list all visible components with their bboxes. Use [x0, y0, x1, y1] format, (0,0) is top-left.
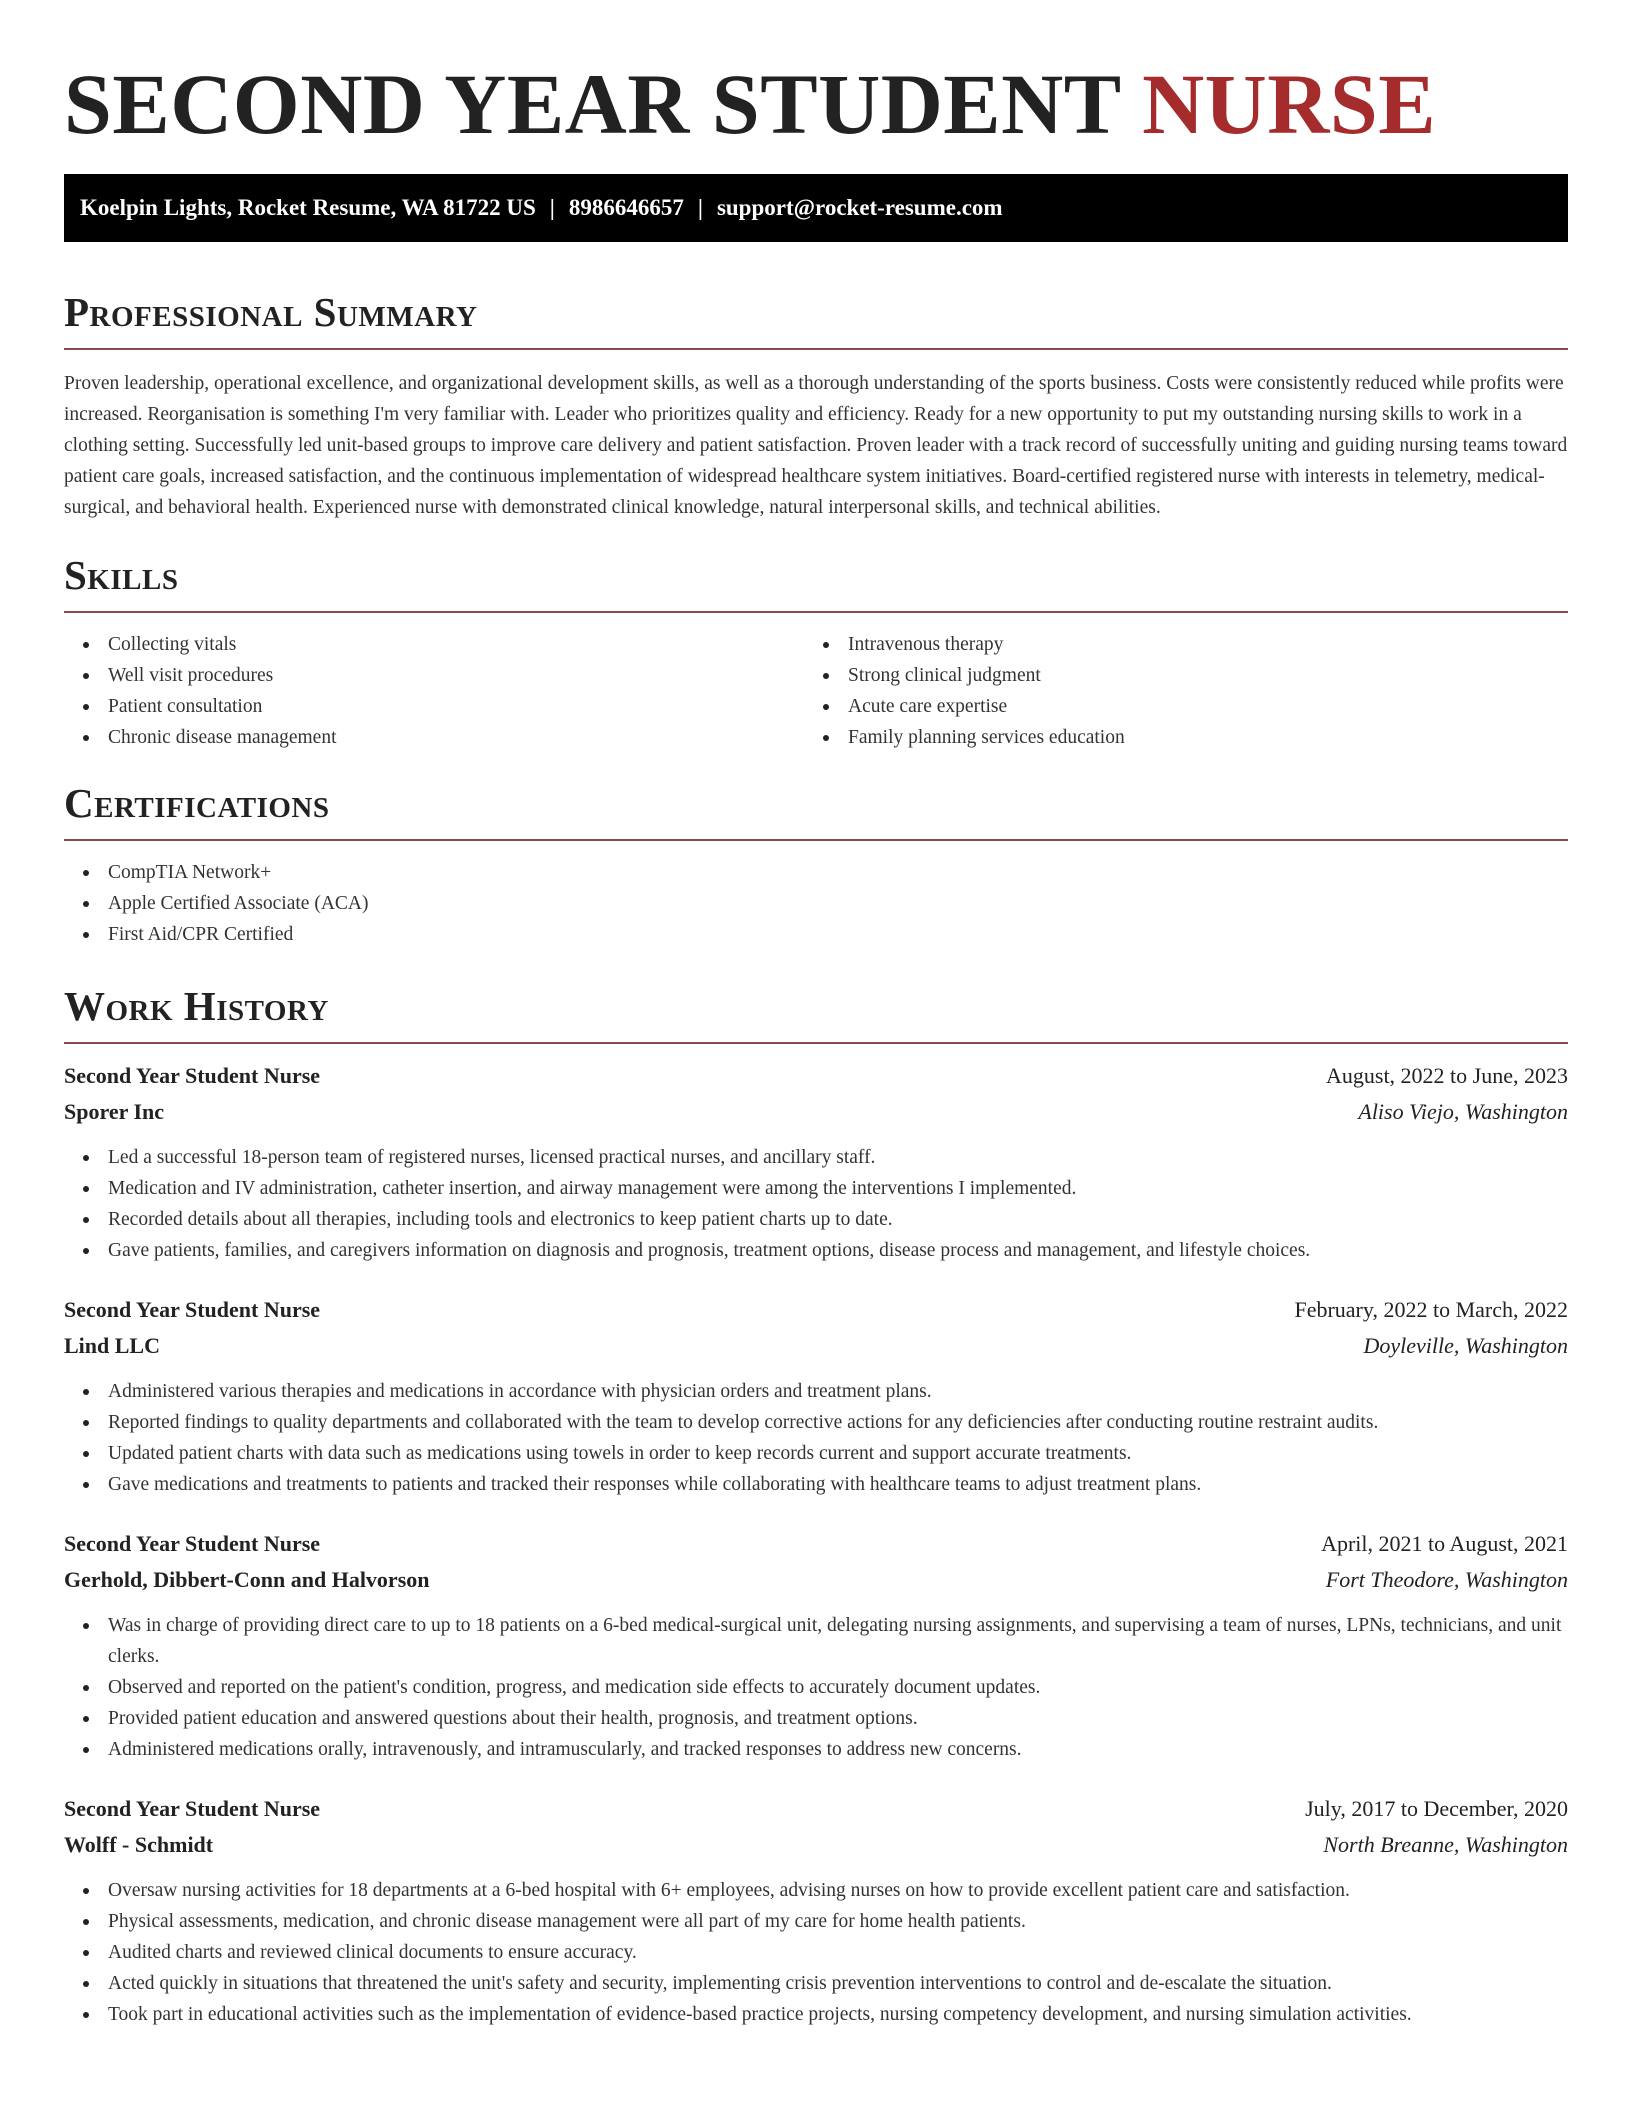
skill-item: Collecting vitals [64, 629, 804, 660]
job-header-row [64, 1058, 1568, 1094]
job-duty-item: Led a successful 18-person team of registered nurses, licensed practical nurses, and ancillary staff. [64, 1142, 1568, 1173]
section-divider [64, 1042, 1568, 1044]
contact-email: support@rocket-resume.com [716, 195, 1003, 220]
certifications-list [64, 857, 1568, 950]
certification-item: First Aid/CPR Certified [64, 919, 1568, 950]
job-duty-item: Reported findings to quality departments and collaborated with the team to develop corrective actions for any deficiencies after conducting routine restraint audits. [64, 1407, 1568, 1438]
section-title-certifications: Certifications [64, 780, 330, 826]
job-company-row [64, 1328, 1568, 1364]
job-company-row [64, 1562, 1568, 1598]
skill-item: Strong clinical judgment [804, 660, 1544, 691]
skills-list-right [804, 629, 1544, 753]
job-entry [64, 1791, 1568, 2030]
job-duty-item: Observed and reported on the patient's condition, progress, and medication side effects to accurately document updates. [64, 1672, 1568, 1703]
contact-separator: | [697, 195, 703, 220]
job-company-row [64, 1094, 1568, 1130]
skill-item: Family planning services education [804, 722, 1544, 753]
job-company: Wolff - Schmidt [64, 1832, 214, 1857]
job-location: Doyleville, Washington [1363, 1333, 1568, 1358]
job-duty-item: Recorded details about all therapies, including tools and electronics to keep patient charts up to date. [64, 1204, 1568, 1235]
job-duty-item: Took part in educational activities such as the implementation of evidence-based practice projects, nursing competency development, and nursing simulation activities. [64, 1999, 1568, 2030]
job-dates: April, 2021 to August, 2021 [1321, 1531, 1568, 1556]
section-title-work-history: Work History [64, 983, 329, 1029]
job-duty-item: Administered various therapies and medications in accordance with physician orders and treatment plans. [64, 1376, 1568, 1407]
job-title: Second Year Student Nurse [64, 1796, 321, 1821]
job-dates: August, 2022 to June, 2023 [1326, 1063, 1568, 1088]
job-location: Aliso Viejo, Washington [1358, 1099, 1568, 1124]
job-duty-item: Administered medications orally, intravenously, and intramuscularly, and tracked responses to address new concerns. [64, 1734, 1568, 1765]
job-duty-item: Updated patient charts with data such as medications using towels in order to keep records current and support accurate treatments. [64, 1438, 1568, 1469]
contact-phone: 8986646657 [568, 195, 684, 220]
job-dates: July, 2017 to December, 2020 [1305, 1796, 1568, 1821]
name-accent: NURSE [1142, 56, 1437, 152]
job-list [64, 1058, 1568, 2030]
skills-grid [64, 629, 1568, 753]
job-duty-item: Was in charge of providing direct care to up to 18 patients on a 6-bed medical-surgical unit, delegating nursing assignments, and supervising a team of nurses, LPNs, technicians, and unit clerks. [64, 1610, 1568, 1672]
job-company: Gerhold, Dibbert-Conn and Halvorson [64, 1567, 430, 1592]
job-duty-item: Medication and IV administration, catheter insertion, and airway management were among the interventions I implemented. [64, 1173, 1568, 1204]
job-duties-list [64, 1142, 1568, 1266]
job-dates: February, 2022 to March, 2022 [1294, 1297, 1568, 1322]
job-location: Fort Theodore, Washington [1325, 1567, 1568, 1592]
name-primary: SECOND YEAR STUDENT [64, 56, 1121, 152]
skill-item: Acute care expertise [804, 691, 1544, 722]
certifications-section [64, 777, 1568, 950]
job-duty-item: Gave patients, families, and caregivers information on diagnosis and prognosis, treatment options, disease process and management, and lifestyle choices. [64, 1235, 1568, 1266]
summary-text: Proven leadership, operational excellence, and organizational development skills, as well as a thorough understanding of the sports business. Costs were consistently reduced while profits were increased. Reorganisation is something I'm very familiar with. Leader who prioritizes quality and efficiency. Ready for a new opportunity to put my outstanding nursing skills to work in a clothing setting. Successfully led unit-based groups to improve care delivery and patient satisfaction. Proven leader with a track record of successfully uniting and guiding nursing teams toward patient care goals, increased satisfaction, and the continuous implementation of widespread healthcare system initiatives. Board-certified registered nurse with interests in telemetry, medical-surgical, and behavioral health. Experienced nurse with demonstrated clinical knowledge, natural interpersonal skills, and technical abilities. [64, 373, 1568, 518]
job-duty-item: Oversaw nursing activities for 18 departments at a 6-bed hospital with 6+ employees, advising nurses on how to provide excellent patient care and satisfaction. [64, 1875, 1568, 1906]
job-duty-item: Audited charts and reviewed clinical documents to ensure accuracy. [64, 1937, 1568, 1968]
job-title: Second Year Student Nurse [64, 1297, 321, 1322]
job-entry [64, 1058, 1568, 1266]
job-duty-item: Gave medications and treatments to patients and tracked their responses while collaborating with healthcare teams to adjust treatment plans. [64, 1469, 1568, 1500]
skills-section [64, 549, 1568, 753]
job-location: North Breanne, Washington [1323, 1832, 1568, 1857]
job-entry [64, 1526, 1568, 1765]
professional-summary-section [64, 286, 1568, 523]
resume-name-title [64, 0, 1568, 150]
section-divider [64, 839, 1568, 841]
contact-bar [64, 174, 1568, 242]
job-header-row [64, 1791, 1568, 1827]
certification-item: Apple Certified Associate (ACA) [64, 888, 1568, 919]
contact-address: Koelpin Lights, Rocket Resume, WA 81722 US [80, 195, 536, 220]
section-divider [64, 611, 1568, 613]
skills-list-left [64, 629, 804, 753]
skill-item: Patient consultation [64, 691, 804, 722]
job-entry [64, 1292, 1568, 1500]
skill-item: Intravenous therapy [804, 629, 1544, 660]
job-duties-list [64, 1610, 1568, 1765]
job-title: Second Year Student Nurse [64, 1531, 321, 1556]
job-duty-item: Physical assessments, medication, and chronic disease management were all part of my care for home health patients. [64, 1906, 1568, 1937]
contact-separator: | [549, 195, 555, 220]
certification-item: CompTIA Network+ [64, 857, 1568, 888]
job-header-row [64, 1292, 1568, 1328]
section-title-skills: Skills [64, 552, 179, 598]
job-duty-item: Provided patient education and answered questions about their health, prognosis, and treatment options. [64, 1703, 1568, 1734]
job-duty-item: Acted quickly in situations that threatened the unit's safety and security, implementing crisis prevention interventions to control and de-escalate the situation. [64, 1968, 1568, 1999]
job-company: Sporer Inc [64, 1099, 165, 1124]
job-header-row [64, 1526, 1568, 1562]
job-duties-list [64, 1376, 1568, 1500]
skill-item: Chronic disease management [64, 722, 804, 753]
skill-item: Well visit procedures [64, 660, 804, 691]
section-title-summary: Professional Summary [64, 289, 478, 335]
job-title: Second Year Student Nurse [64, 1063, 321, 1088]
work-history-section [64, 980, 1568, 2030]
job-duties-list [64, 1875, 1568, 2030]
section-divider [64, 348, 1568, 350]
job-company-row [64, 1827, 1568, 1863]
job-company: Lind LLC [64, 1333, 160, 1358]
